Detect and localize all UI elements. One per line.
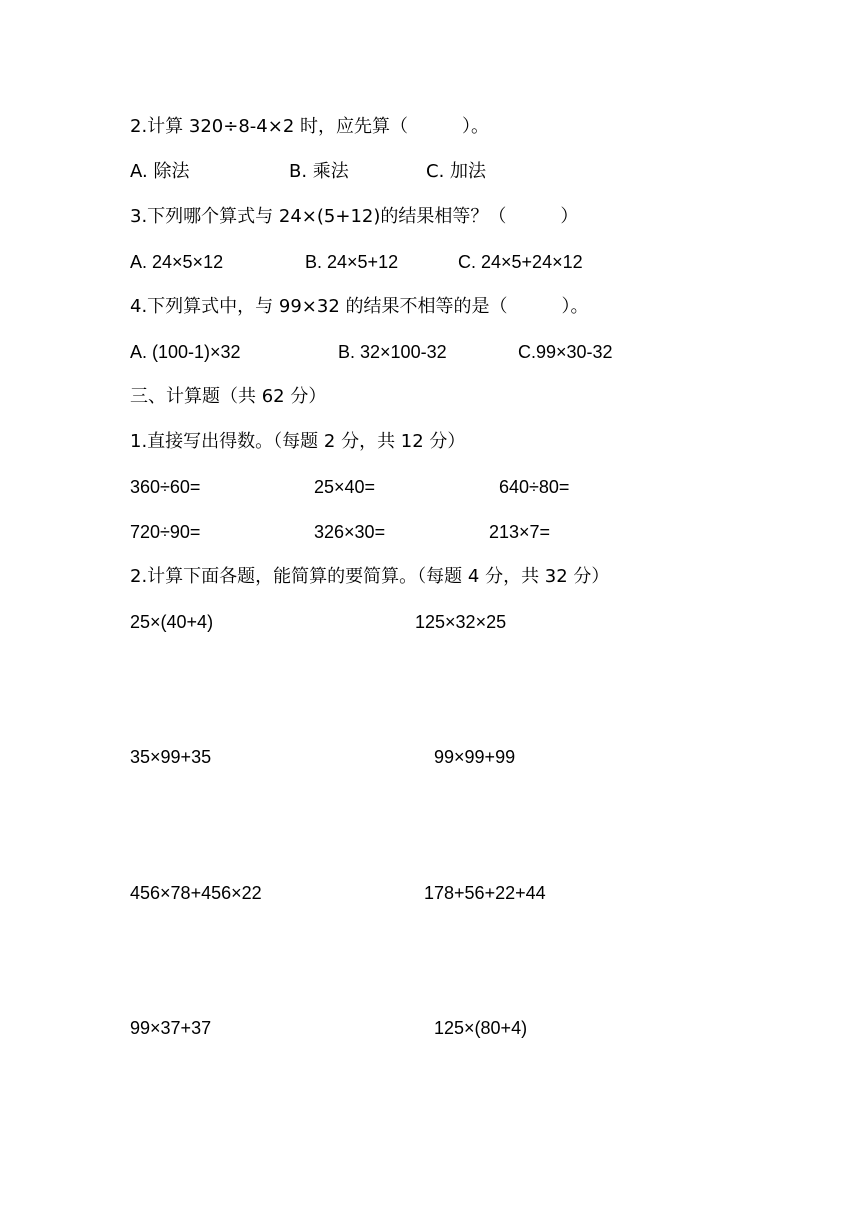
question-3: 3.下列哪个算式与 24×(5+12)的结果相等？（ ） <box>130 206 579 227</box>
problem: 125×(80+4) <box>434 1018 528 1038</box>
question-2: 2.计算 320÷8-4×2 时，应先算（ ）。 <box>130 116 489 137</box>
question-4: 4.下列算式中，与 99×32 的结果不相等的是（ ）。 <box>130 296 589 317</box>
option-b: B. 乘法 <box>289 161 349 182</box>
problem: 213×7= <box>489 522 551 542</box>
problem: 99×99+99 <box>434 747 516 767</box>
option-a: A. (100-1)×32 <box>130 342 241 362</box>
section-heading: 三、计算题（共 62 分） <box>130 386 327 407</box>
option-c: C. 加法 <box>426 161 487 182</box>
option-b: B. 32×100-32 <box>338 342 447 362</box>
problem: 178+56+22+44 <box>424 883 546 903</box>
option-a: A. 除法 <box>130 161 190 182</box>
problem: 25×(40+4) <box>130 612 214 632</box>
problem: 326×30= <box>314 522 386 542</box>
option-b: B. 24×5+12 <box>305 252 399 272</box>
problem: 360÷60= <box>130 477 201 497</box>
problem: 456×78+456×22 <box>130 883 262 903</box>
option-c: C. 24×5+24×12 <box>458 252 583 272</box>
problem: 25×40= <box>314 477 376 497</box>
problem: 35×99+35 <box>130 747 212 767</box>
problem: 125×32×25 <box>415 612 507 632</box>
option-a: A. 24×5×12 <box>130 252 224 272</box>
part-2-title: 2.计算下面各题，能简算的要简算。（每题 4 分，共 32 分） <box>130 566 610 587</box>
problem: 720÷90= <box>130 522 201 542</box>
option-c: C.99×30-32 <box>518 342 613 362</box>
problem: 99×37+37 <box>130 1018 212 1038</box>
part-1-title: 1.直接写出得数。（每题 2 分，共 12 分） <box>130 431 466 452</box>
problem: 640÷80= <box>499 477 570 497</box>
